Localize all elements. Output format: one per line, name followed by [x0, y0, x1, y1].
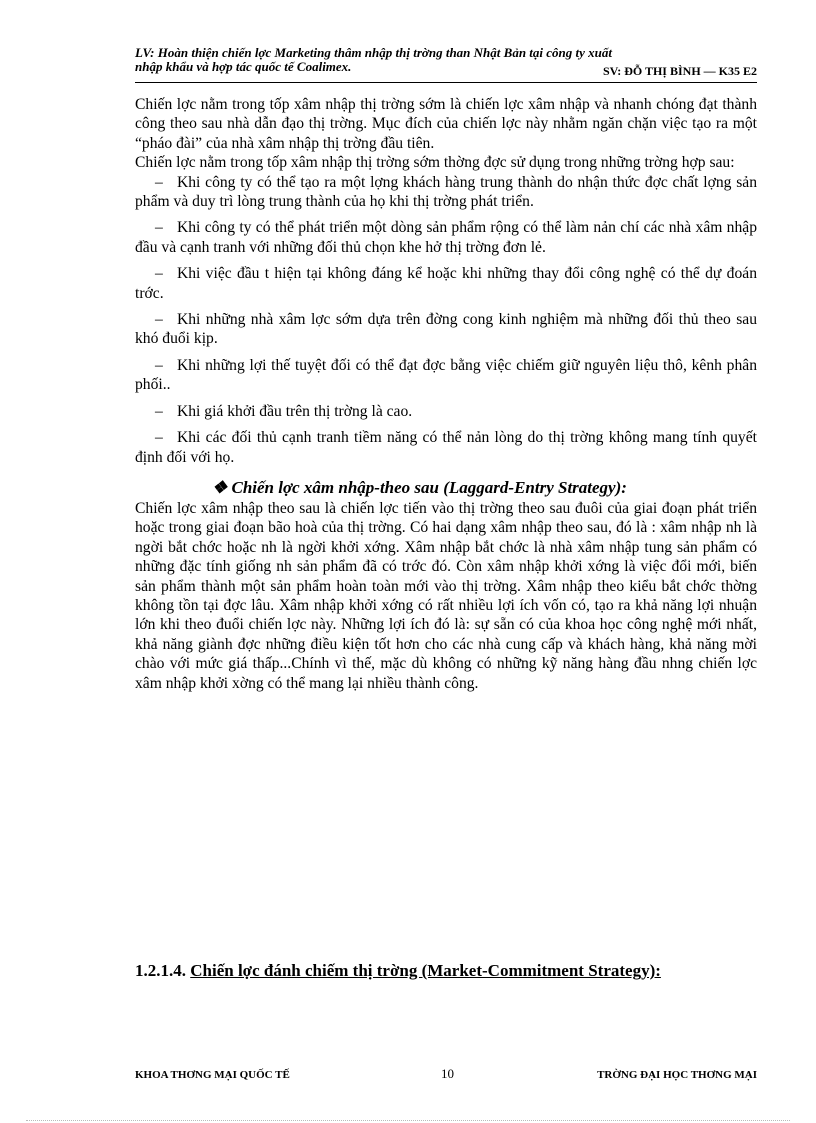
subheading [135, 477, 757, 499]
list-item-text: Khi công ty có thể phát triển một dòng sản phẩm rộng có thể làm nản chí các nhà xâm nhập đầu và cạnh tranh với những đối thủ chọn khe hở thị trờng đơn lẻ. [135, 219, 757, 256]
list-item [135, 356, 757, 395]
header-author: SV: ĐỖ THỊ BÌNH — K35 E2 [602, 64, 757, 78]
body-text [135, 95, 757, 693]
list-marker: – [155, 173, 163, 191]
section-heading [135, 960, 757, 981]
list-item [135, 264, 757, 303]
footer-faculty: KHOA THƠNG MẠI QUỐC TẾ [135, 1069, 290, 1081]
header-rule [135, 82, 757, 83]
page-number: 10 [441, 1066, 454, 1081]
list-marker: – [155, 265, 163, 283]
list-marker: – [155, 219, 163, 237]
header-title-line2: nhập khẩu và hợp tác quốc tế Coalimex. [135, 59, 352, 74]
page-header [135, 45, 757, 78]
list-marker: – [155, 311, 163, 329]
list-marker: – [155, 429, 163, 447]
list-item [135, 173, 757, 212]
subheading-text: Chiến lợc xâm nhập-theo sau (Laggard-Entry Strategy): [231, 477, 627, 497]
list-item-text: Khi các đối thủ cạnh tranh tiềm năng có thể nản lòng do thị trờng không mang tính quyết định đối với họ. [135, 429, 757, 466]
footer-university: TRỜNG ĐẠI HỌC THƠNG MẠI [597, 1069, 757, 1081]
list-item-text: Khi giá khởi đầu trên thị trờng là cao. [177, 402, 413, 420]
list-marker: – [155, 356, 163, 374]
list-item-text: Khi việc đầu t hiện tại không đáng kể hoặc khi những thay đổi công nghệ có thể dự đoán trớc. [135, 265, 757, 302]
list-item [135, 402, 757, 421]
paragraph-intro: Chiến lợc nằm trong tốp xâm nhập thị trờng sớm là chiến lợc xâm nhập và nhanh chóng đạt thành công theo sau nhà dẫn đạo thị trờng. Mục đích của chiến lợc này nhằm ngăn chặn việc tạo ra một “pháo đài” của nhà xâm nhập thị trờng đầu tiên. [135, 96, 757, 152]
list-item-text: Khi công ty có thể tạo ra một lợng khách hàng trung thành do nhận thức đợc chất lợng sản phẩm và duy trì lòng trung thành của họ khi thị trờng phát triển. [135, 173, 757, 211]
section-title-text: Chiến lợc đánh chiếm thị trờng (Market-Commitment Strategy): [190, 961, 661, 980]
header-title-line1: LV: Hoàn thiện chiến lợc Marketing thâm nhập thị trờng than Nhật Bản tại công ty xuất [135, 45, 612, 60]
diamond-bullet-icon: ❖ [212, 477, 228, 497]
list-marker: – [155, 402, 163, 420]
list-item-text: Khi những nhà xâm lợc sớm dựa trên đờng cong kinh nghiệm mà những đối thủ theo sau khó đuổi kịp. [135, 311, 757, 348]
page-bottom-divider [26, 1120, 790, 1121]
paragraph-laggard: Chiến lợc xâm nhập theo sau là chiến lợc tiến vào thị trờng theo sau đuôi của giai đoạn phát triển hoặc trong giai đoạn bão hoà của thị trờng. Có hai dạng xâm nhập theo sau, đó là : xâm nhập nh là ngời bắt chớc hoặc nh là ngời khởi xớng. Xâm nhập bắt chớc là nhà xâm nhập tung sản phẩm có những đặc tính giống nh sản phẩm đã có trớc đó. Còn xâm nhập khởi xớng là việc đổi mới, biến sản phẩm thành một sản phẩm hoàn toàn mới vào thị trờng. Xâm nhập theo kiểu bắt chớc thờng không tồn tại đợc lâu. Xâm nhập khởi xớng có rất nhiều lợi ích vốn có, tạo ra khả năng lợi nhuận lớn khi theo đuổi chiến lợc này. Những lợi ích đó là: sự sẵn có của khoa học công nghệ mới nhất, khả năng giành đợc những điều kiện tốt hơn cho các nhà cung cấp và khách hàng, khả năng mời chào với mức giá thấp...Chính vì thế, mặc dù không có những kỹ năng hàng đầu nhng chiến lợc xâm nhập khởi xờng có thể mang lại nhiều thành công. [135, 499, 757, 692]
list-item [135, 428, 757, 467]
paragraph-usage: Chiến lợc nằm trong tốp xâm nhập thị trờng sớm thờng đợc sử dụng trong những trờng hợp sau: [135, 154, 735, 172]
list-item [135, 310, 757, 349]
section-number: 1.2.1.4. [135, 961, 186, 980]
list-item-text: Khi những lợi thế tuyệt đối có thể đạt đợc bằng việc chiếm giữ nguyên liệu thô, kênh phân phối.. [135, 356, 757, 394]
list-item [135, 218, 757, 257]
